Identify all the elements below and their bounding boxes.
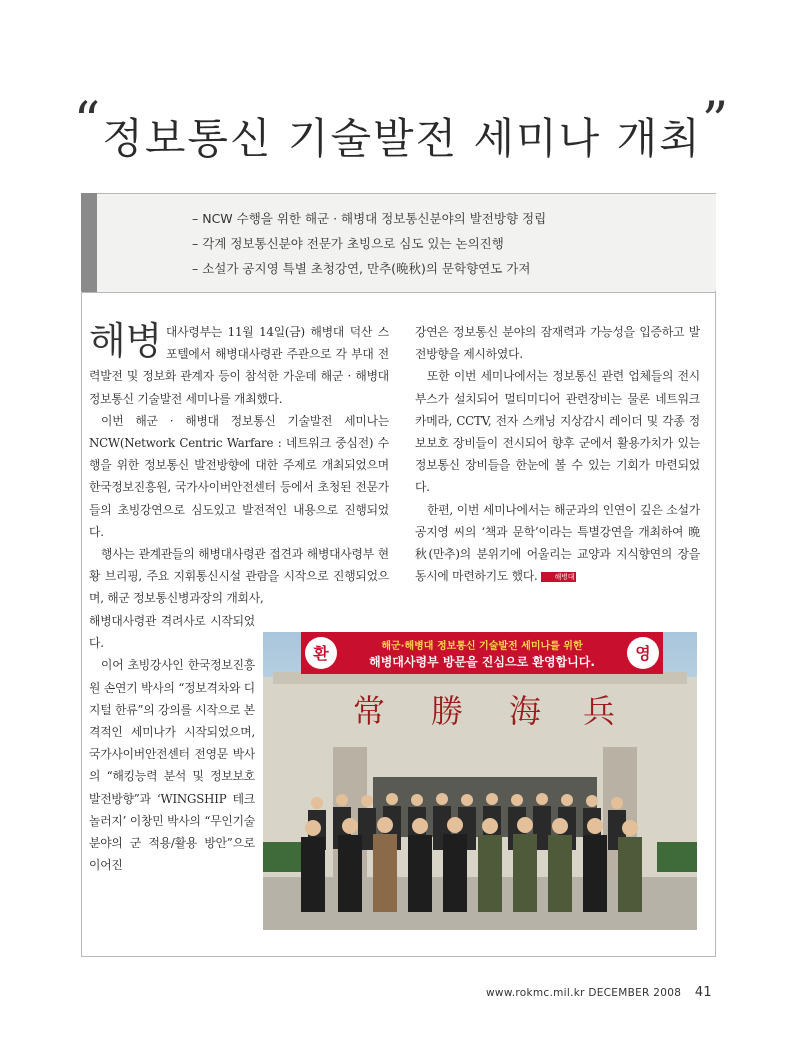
paragraph-3: 행사는 관계관들의 해병대사령관 접견과 해병대사령부 현황 브리핑, 주요 지휘통신시설 관람을 시작으로 진행되었으며, 해군 정보통신병과장의 개회사, <box>89 547 389 606</box>
summary-item: – 각계 정보통신분야 전문가 초빙으로 심도 있는 논의진행 <box>192 236 504 251</box>
banner-line-1: 해군·해병대 정보통신 기술발전 세미나를 위한 <box>381 641 583 652</box>
article-column-left-narrow <box>89 610 255 876</box>
summary-item: – NCW 수행을 위한 해군 · 해병대 정보통신분야의 발전방향 정립 <box>192 211 547 226</box>
footer-url: www.rokmc.mil.kr <box>486 987 585 999</box>
paragraph-6: 또한 이번 세미나에서는 정보통신 관련 업체들의 전시부스가 설치되어 멀티미디어 관련장비는 물론 네트워크 카메라, CCTV, 전자 스캐닝 지상감시 레이더 및 각종 정보보호 장비들이 전시되어 향후 군에서 활용가치가 있는 정보통신 장비들을 한눈에 볼 수 있는 기회가 마련되었다. <box>415 369 700 495</box>
calligraphy-char: 勝 <box>431 692 464 730</box>
paragraph-7 <box>415 499 700 588</box>
footer-issue: DECEMBER 2008 <box>588 987 682 999</box>
close-quote: ” <box>701 92 731 152</box>
paragraph-1-text: 대사령부는 11월 14일(금) 해병대 덕산 스포텔에서 해병대사령관 주관으로 각 부대 전력발전 및 정보화 관계자 등이 참석한 가운데 해군 · 해병대 정보통신 기술발전 세미나를 개최했다. <box>89 325 389 406</box>
shrub <box>263 842 303 872</box>
group-photo-illustration <box>263 632 697 930</box>
article-column-right <box>415 321 700 587</box>
end-mark-logo: 해병대 <box>541 572 577 582</box>
calligraphy-char: 兵 <box>583 692 616 730</box>
summary-list <box>192 206 546 281</box>
group-photo <box>263 632 697 930</box>
paragraph-3-cont: 해병대사령관 격려사로 시작되었다. <box>89 614 255 651</box>
paragraph-7-text: 한편, 이번 세미나에서는 해군과의 인연이 깊은 소설가 공지영 씨의 ‘책과 문학’이라는 특별강연을 개최하여 晩秋(만추)의 분위기에 어울리는 교양과 지식향연의 장을 동시에 마련하기도 했다. <box>415 502 700 584</box>
paragraph-1 <box>89 321 389 410</box>
page-footer <box>486 985 712 1000</box>
calligraphy-char: 常 <box>353 692 386 730</box>
article-title <box>0 92 804 166</box>
page-number: 41 <box>694 985 712 1000</box>
paragraph-5: 강연은 정보통신 분야의 잠재력과 가능성을 입증하고 발전방향을 제시하였다. <box>415 325 700 362</box>
article-column-left <box>89 321 389 610</box>
calligraphy-char: 海 <box>509 692 542 730</box>
banner-right-char: 영 <box>635 644 651 663</box>
title-text: 정보통신 기술발전 세미나 개최 <box>102 114 702 163</box>
banner-line-2: 해병대사령부 방문을 진심으로 환영합니다. <box>369 655 595 669</box>
banner-left-char: 환 <box>313 644 329 663</box>
dropcap: 해병 <box>89 319 163 363</box>
shrub <box>657 842 697 872</box>
paragraph-2: 이번 해군 · 해병대 정보통신 기술발전 세미나는 NCW(Network Centric Warfare : 네트워크 중심전) 수행을 위한 정보통신 발전방향에 대한 주제로 개최되었으며 한국정보진흥원, 국가사이버안전센터 등에서 초청된 전문가들의 초빙강연으로 심도있고 발전적인 내용으로 진행되었다. <box>89 413 389 539</box>
open-quote: “ <box>73 92 103 152</box>
paragraph-4: 이어 초빙강사인 한국정보진흥원 손연기 박사의 “정보격차와 디지털 한류”의 강의를 시작으로 본격적인 세미나가 시작되었으며, 국가사이버안전센터 전영문 박사의 “해킹능력 분석 및 정보보호 발전방향”과 ‘WINGSHIP 테크놀러지’ 이창민 박사의 “무인기술 분야의 군 적용/활용 방안”으로 이어진 <box>89 658 255 873</box>
summary-item: – 소설가 공지영 특별 초청강연, 만추(晩秋)의 문학향연도 가져 <box>192 261 531 276</box>
summary-accent-bar <box>81 193 97 292</box>
